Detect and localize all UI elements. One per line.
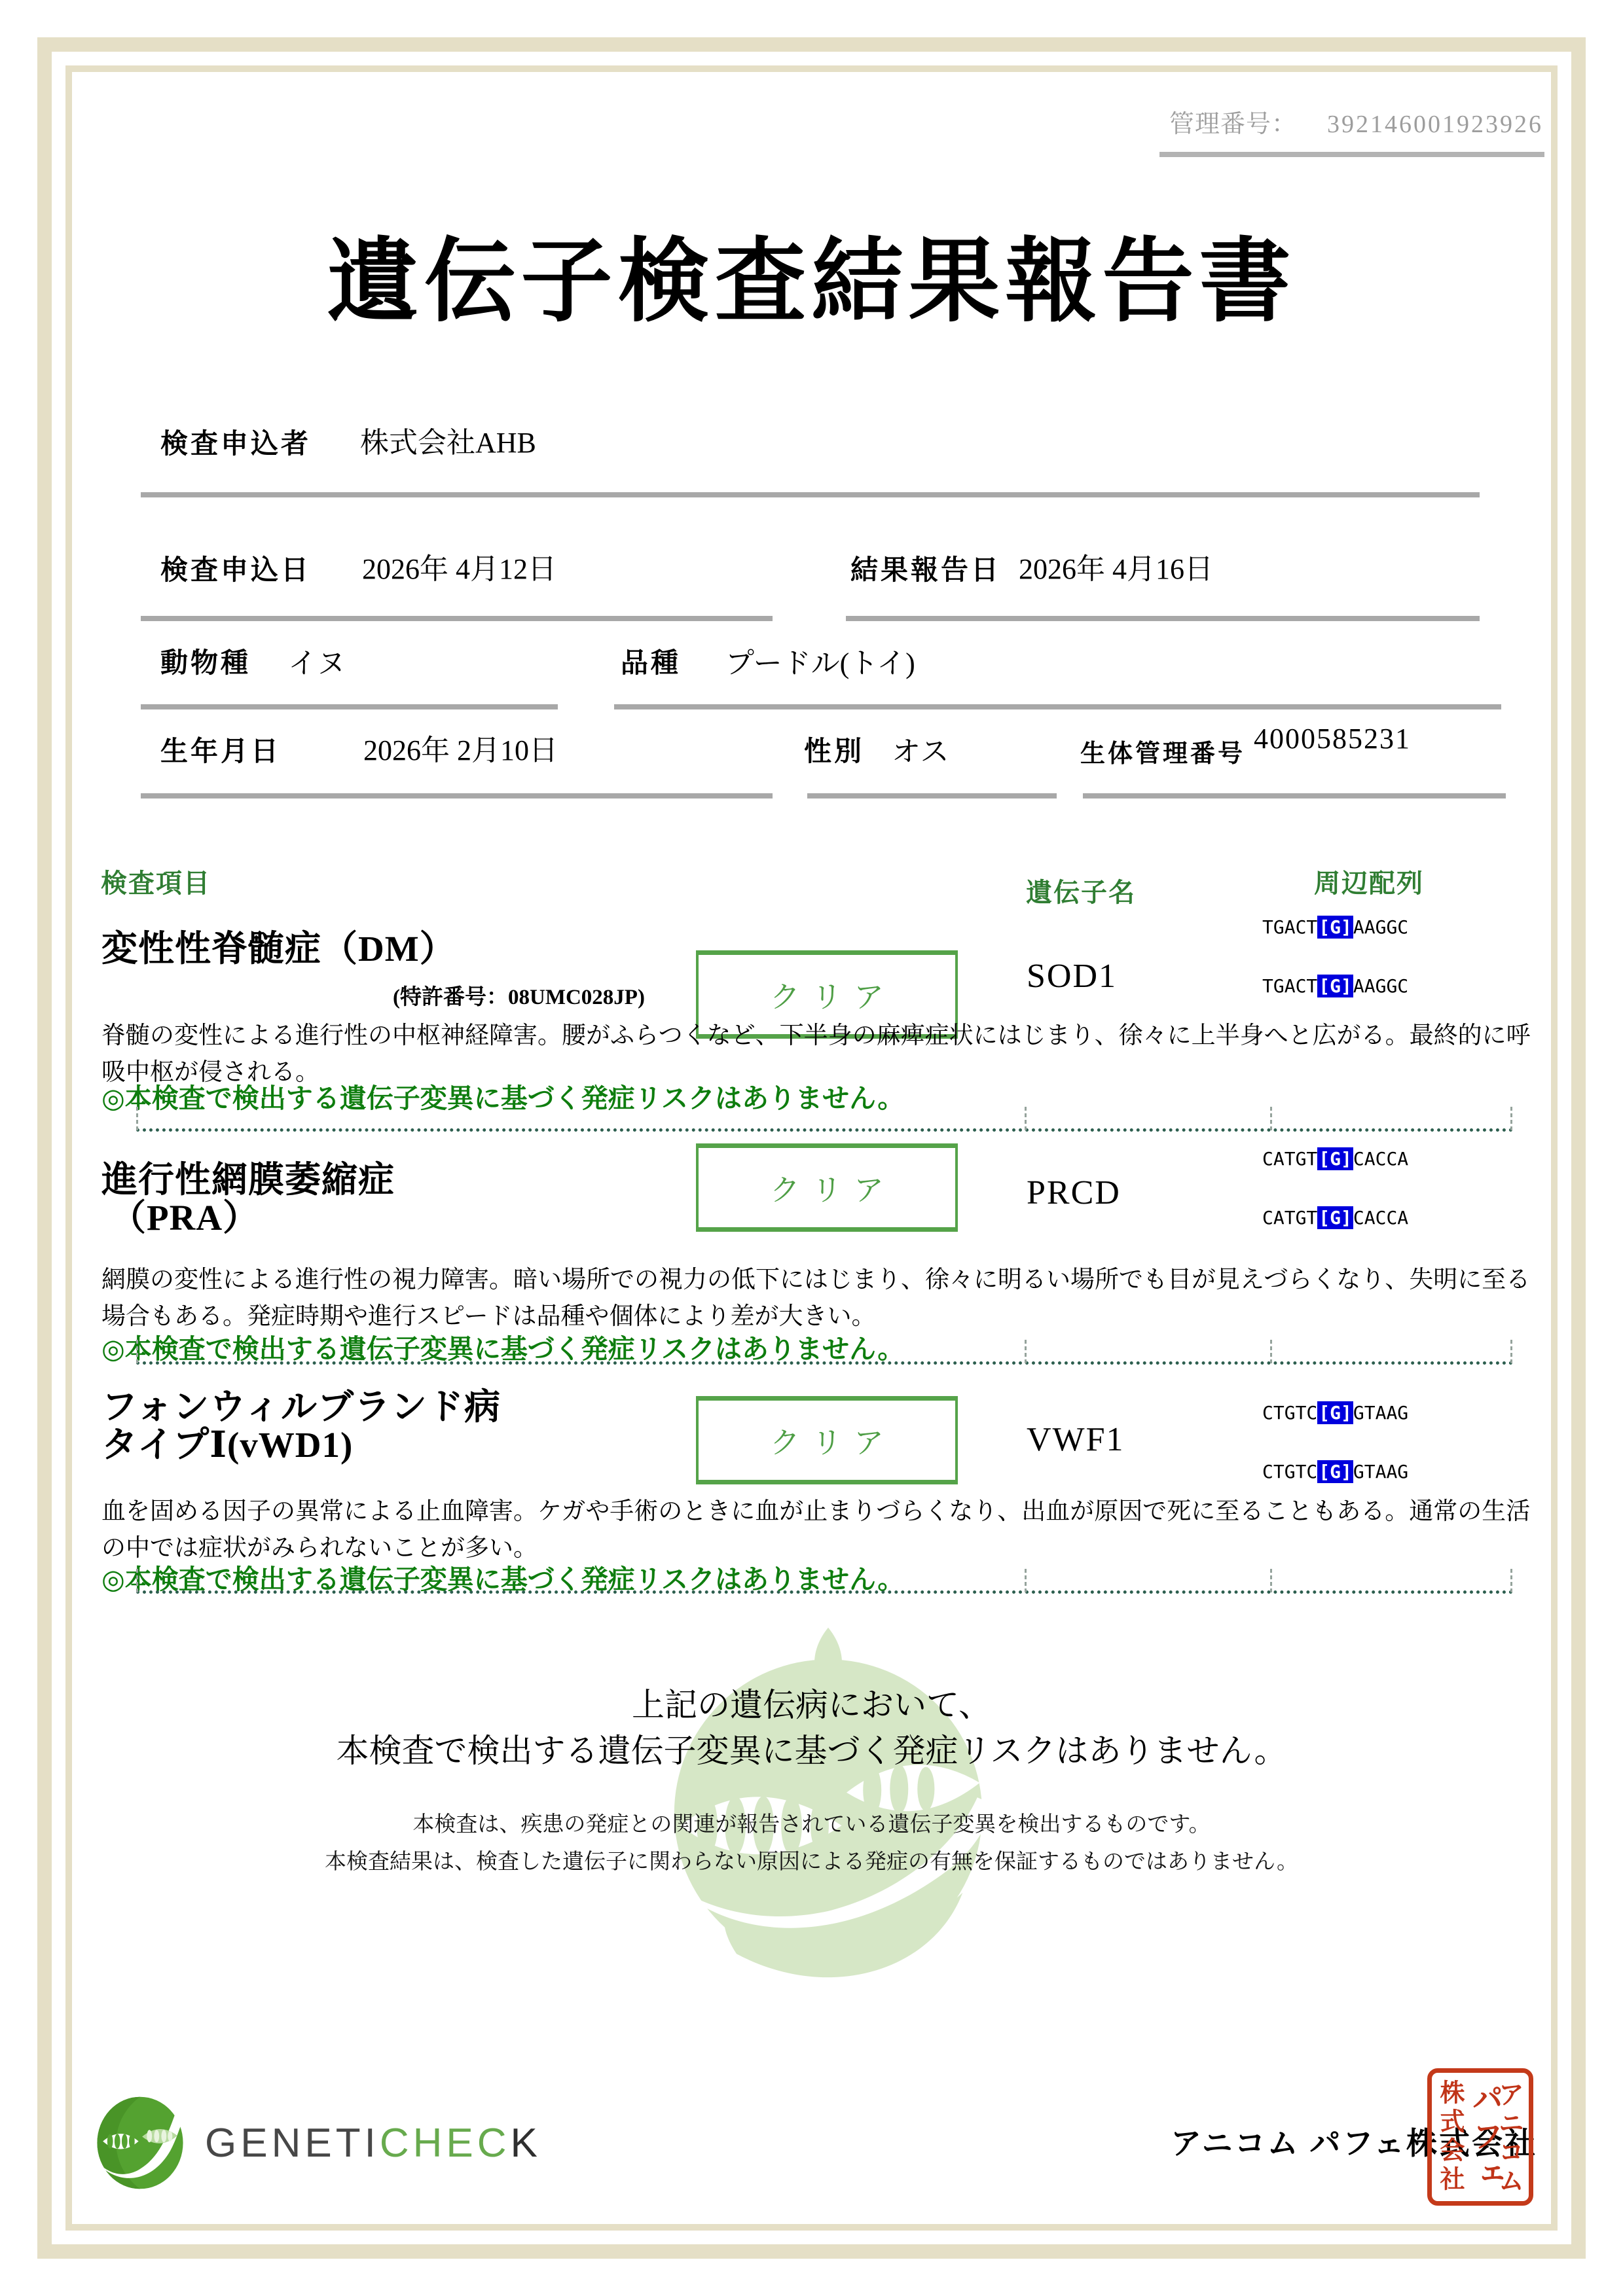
sequence-prefix: CATGT — [1262, 1148, 1318, 1170]
sequence-suffix: CACCA — [1353, 1148, 1409, 1170]
species-value: イヌ — [288, 647, 346, 679]
result-badge — [696, 1396, 958, 1484]
risk-statement: ◎本検査で検出する遺伝子変異に基づく発症リスクはありません。 — [101, 1334, 905, 1364]
body-id-label: 生体管理番号 — [1080, 740, 1246, 768]
breed-value: プードル(トイ) — [725, 647, 915, 679]
admin-number-value: 392146001923926 — [1327, 111, 1543, 138]
separator-tick — [1510, 1340, 1512, 1363]
sequence-line — [1262, 1461, 1408, 1482]
summary-line1: 上記の遺伝病において、 — [632, 1687, 991, 1723]
geneticheck-wordmark — [205, 2120, 541, 2166]
birth-label: 生年月日 — [160, 737, 282, 767]
wordmark-k: K — [510, 2120, 541, 2166]
report-date-label: 結果報告日 — [850, 556, 1002, 586]
separator-tick — [1270, 1107, 1272, 1130]
sequence-variant: [G] — [1319, 1402, 1352, 1424]
disclaimer-line1: 本検査は、疾患の発症との関連が報告されている遺伝子変異を検出するものです。 — [412, 1812, 1211, 1836]
sequence-prefix: CATGT — [1262, 1207, 1318, 1229]
sequence-prefix: TGACT — [1262, 916, 1318, 938]
separator-tick — [136, 1569, 138, 1592]
body-id-underline — [1083, 793, 1506, 798]
result-label: クリア — [770, 980, 896, 1014]
seal-column-middle: パフェ — [1467, 2082, 1502, 2196]
report-date-value: 2026年 4月16日 — [1019, 553, 1213, 585]
sequence-suffix: AAGGC — [1353, 916, 1409, 938]
sequence-suffix: CACCA — [1353, 1207, 1409, 1229]
report-date-underline — [846, 616, 1480, 621]
page-title: 遺伝子検査結果報告書 — [327, 232, 1296, 333]
sequence-prefix: CTGTC — [1262, 1402, 1318, 1424]
gene-name: VWF1 — [1027, 1421, 1125, 1458]
admin-number — [1169, 103, 1543, 139]
apply-date-underline — [141, 616, 773, 621]
disclaimer — [0, 1805, 1623, 1880]
geneticheck-logo-icon — [88, 2091, 192, 2195]
disease-description: 網膜の変性による進行性の視力障害。暗い場所での視力の低下にはじまり、徐々に明るい場所でも目が見えづらくなり、失明に至る場合もある。発症時期や進行スピードは品種や個体により差が大きい。 — [101, 1266, 1531, 1330]
geneticheck-logo — [88, 2091, 541, 2195]
summary-line2: 本検査で検出する遺伝子変異に基づく発症リスクはありません。 — [336, 1732, 1287, 1769]
breed-underline — [614, 704, 1501, 709]
sequence-suffix: GTAAG — [1353, 1461, 1409, 1482]
test-item-name: フォンウィルブランド病 — [101, 1387, 501, 1427]
test-item-name-line2: タイプⅠ(vWD1) — [101, 1425, 354, 1465]
applicant-value: 株式会社AHB — [360, 427, 536, 459]
separator-tick — [1270, 1569, 1272, 1592]
separator-tick — [136, 1107, 138, 1130]
row-separator — [136, 1361, 1514, 1365]
sequence-suffix: AAGGC — [1353, 975, 1409, 997]
overall-result-summary — [0, 1682, 1623, 1774]
company-name: アニコム パフェ株式会社 — [1171, 2127, 1538, 2161]
disease-description: 血を固める因子の異常による止血障害。ケガや手術のときに血が止まりづらくなり、出血が原因で死に至ることもある。通常の生活の中では症状がみられないことが多い。 — [101, 1498, 1531, 1562]
birth-value: 2026年 2月10日 — [363, 734, 558, 766]
sequence-variant: [G] — [1319, 1148, 1352, 1170]
apply-date-value: 2026年 4月12日 — [362, 553, 556, 585]
row-separator — [136, 1128, 1514, 1132]
separator-tick — [1025, 1569, 1027, 1592]
company-seal — [1427, 2068, 1533, 2206]
species-underline — [141, 704, 558, 709]
sequence-variant: [G] — [1319, 916, 1352, 938]
admin-number-label: 管理番号： — [1169, 111, 1297, 138]
row-separator — [136, 1590, 1514, 1594]
applicant-label: 検査申込者 — [160, 429, 312, 459]
sex-value: オス — [892, 736, 949, 768]
separator-tick — [1510, 1107, 1512, 1130]
sex-underline — [807, 793, 1057, 798]
wordmark-geneti: GENETI — [205, 2120, 380, 2166]
admin-number-underline — [1159, 152, 1544, 157]
sequence-variant: [G] — [1319, 1207, 1352, 1229]
disease-description: 脊髄の変性による進行性の中枢神経障害。腰がふらつくなど、下半身の麻痺症状にはじまり、徐々に上半身へと広がる。最終的に呼吸中枢が侵される。 — [101, 1022, 1531, 1086]
gene-name: SOD1 — [1027, 958, 1118, 995]
sequence-line — [1262, 1402, 1408, 1424]
separator-tick — [1025, 1107, 1027, 1130]
disclaimer-line2: 本検査結果は、検査した遺伝子に関わらない原因による発症の有無を保証するものではありません。 — [325, 1849, 1298, 1873]
sequence-prefix: CTGTC — [1262, 1461, 1318, 1482]
column-header-gene-name: 遺伝子名 — [1026, 878, 1136, 907]
sequence-line — [1262, 1207, 1408, 1229]
column-header-test-item: 検査項目 — [101, 869, 211, 898]
patent-number: (特許番号：08UMC028JP) — [393, 986, 645, 1009]
result-label: クリア — [770, 1426, 896, 1460]
test-item-name: 進行性網膜萎縮症 — [101, 1160, 395, 1200]
sequence-line — [1262, 975, 1408, 997]
sequence-variant: [G] — [1319, 1461, 1352, 1482]
risk-statement: ◎本検査で検出する遺伝子変異に基づく発症リスクはありません。 — [101, 1083, 905, 1113]
separator-tick — [1270, 1340, 1272, 1363]
apply-date-label: 検査申込日 — [160, 556, 312, 586]
species-label: 動物種 — [160, 649, 251, 679]
sequence-variant: [G] — [1319, 975, 1352, 997]
wordmark-chec: CHEC — [379, 2120, 511, 2166]
sequence-prefix: TGACT — [1262, 975, 1318, 997]
risk-statement: ◎本検査で検出する遺伝子変異に基づく発症リスクはありません。 — [101, 1564, 905, 1594]
sequence-line — [1262, 1148, 1408, 1170]
separator-tick — [1025, 1340, 1027, 1363]
seal-column-left: 株式会社 — [1436, 2079, 1463, 2195]
result-label: クリア — [770, 1173, 896, 1207]
body-id-value: 4000585231 — [1254, 723, 1411, 755]
separator-tick — [1510, 1569, 1512, 1592]
gene-name: PRCD — [1027, 1174, 1121, 1211]
seal-column-right: アニコム — [1495, 2081, 1524, 2196]
column-header-sequence: 周辺配列 — [1314, 869, 1424, 898]
sequence-line — [1262, 916, 1408, 938]
applicant-underline — [141, 492, 1480, 497]
sex-label: 性別 — [804, 737, 865, 767]
breed-label: 品種 — [621, 649, 682, 679]
test-item-name: 変性性脊髄症（DM） — [101, 929, 456, 969]
separator-tick — [136, 1340, 138, 1363]
result-badge — [696, 1143, 958, 1232]
sequence-suffix: GTAAG — [1353, 1402, 1409, 1424]
birth-underline — [141, 793, 773, 798]
test-item-name-line2: （PRA） — [110, 1198, 260, 1238]
